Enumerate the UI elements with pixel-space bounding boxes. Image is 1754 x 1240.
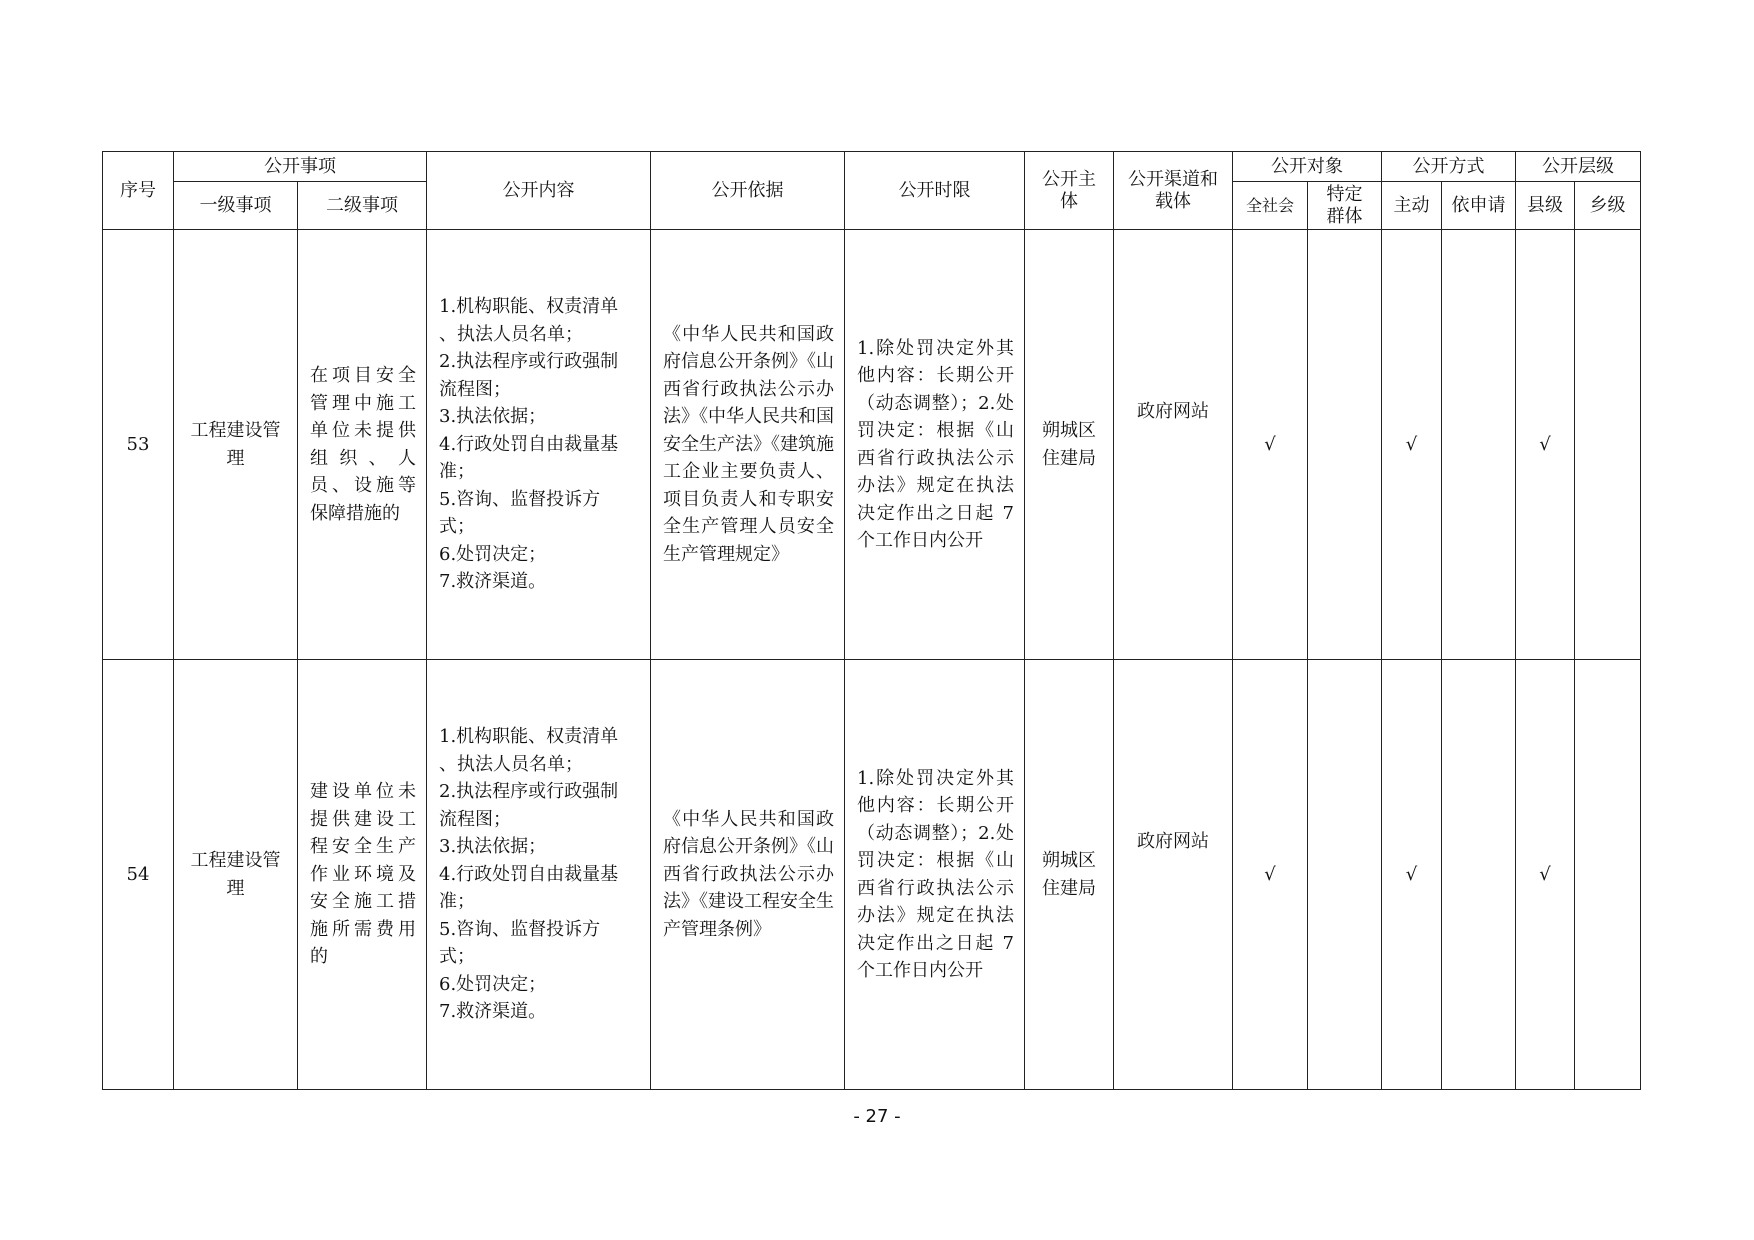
cell-basis: 《中华人民共和国政府信息公开条例》《山西省行政执法公示办法》《建设工程安全生产管理条例》	[651, 660, 845, 1090]
header-disclosure-item: 公开事项	[174, 152, 427, 182]
header-channel: 公开渠道和 载体	[1114, 152, 1233, 230]
header-method: 公开方式	[1382, 152, 1516, 182]
table-row	[103, 660, 1641, 1090]
cell-content: 1.机构职能、权责清单 、执法人员名单； 2.执法程序或行政强制 流程图； 3.执法依据； 4.行政处罚自由裁量基 准； 5.咨询、监督投诉方 式； 6.处罚决定； 7.救济渠道。	[427, 230, 651, 660]
header-row-top	[103, 152, 1641, 182]
cell-content: 1.机构职能、权责清单 、执法人员名单； 2.执法程序或行政强制 流程图； 3.执法依据； 4.行政处罚自由裁量基 准； 5.咨询、监督投诉方 式； 6.处罚决定； 7.救济渠道。	[427, 660, 651, 1090]
header-audience: 公开对象	[1233, 152, 1382, 182]
cell-method-active: √	[1382, 660, 1442, 1090]
cell-level2: 建设单位未提供建设工程安全生产作业环境及安全施工措施所需费用的	[298, 660, 427, 1090]
cell-time-limit: 1.除处罚决定外其他内容：长期公开（动态调整）；2.处罚决定：根据《山西省行政执法公示办法》规定在执法决定作出之日起 7 个工作日内公开	[845, 660, 1025, 1090]
header-level: 公开层级	[1516, 152, 1641, 182]
cell-level2: 在项目安全管理中施工单位未提供组织、人员、设施等保障措施的	[298, 230, 427, 660]
cell-basis: 《中华人民共和国政府信息公开条例》《山西省行政执法公示办法》《中华人民共和国安全生产法》《建筑施工企业主要负责人、项目负责人和专职安全生产管理人员安全生产管理规定》	[651, 230, 845, 660]
cell-level1: 工程建设管理	[174, 230, 298, 660]
cell-channel: 政府网站	[1114, 230, 1233, 660]
cell-audience-specific	[1308, 660, 1382, 1090]
cell-level-township	[1575, 230, 1641, 660]
header-method-request: 依申请	[1442, 182, 1516, 230]
cell-method-request	[1442, 230, 1516, 660]
cell-seq: 54	[103, 660, 174, 1090]
header-audience-specific: 特定 群体	[1308, 182, 1382, 230]
cell-channel: 政府网站	[1114, 660, 1233, 1090]
header-time-limit: 公开时限	[845, 152, 1025, 230]
cell-audience-all: √	[1233, 230, 1308, 660]
header-basis: 公开依据	[651, 152, 845, 230]
cell-level-township	[1575, 660, 1641, 1090]
disclosure-table	[102, 151, 1641, 1090]
cell-audience-specific	[1308, 230, 1382, 660]
cell-subject: 朔城区 住建局	[1025, 230, 1114, 660]
header-subject: 公开主 体	[1025, 152, 1114, 230]
header-method-active: 主动	[1382, 182, 1442, 230]
cell-method-active: √	[1382, 230, 1442, 660]
header-level-county: 县级	[1516, 182, 1575, 230]
cell-subject: 朔城区 住建局	[1025, 660, 1114, 1090]
cell-time-limit: 1.除处罚决定外其他内容：长期公开（动态调整）；2.处罚决定：根据《山西省行政执法公示办法》规定在执法决定作出之日起 7 个工作日内公开	[845, 230, 1025, 660]
header-audience-all: 全社会	[1233, 182, 1308, 230]
header-content: 公开内容	[427, 152, 651, 230]
cell-audience-all: √	[1233, 660, 1308, 1090]
table-row	[103, 230, 1641, 660]
cell-level-county: √	[1516, 660, 1575, 1090]
header-seq: 序号	[103, 152, 174, 230]
cell-method-request	[1442, 660, 1516, 1090]
header-level1: 一级事项	[174, 182, 298, 230]
header-level2: 二级事项	[298, 182, 427, 230]
header-level-township: 乡级	[1575, 182, 1641, 230]
cell-seq: 53	[103, 230, 174, 660]
page-number: - 27 -	[853, 1106, 901, 1127]
cell-level1: 工程建设管理	[174, 660, 298, 1090]
cell-level-county: √	[1516, 230, 1575, 660]
